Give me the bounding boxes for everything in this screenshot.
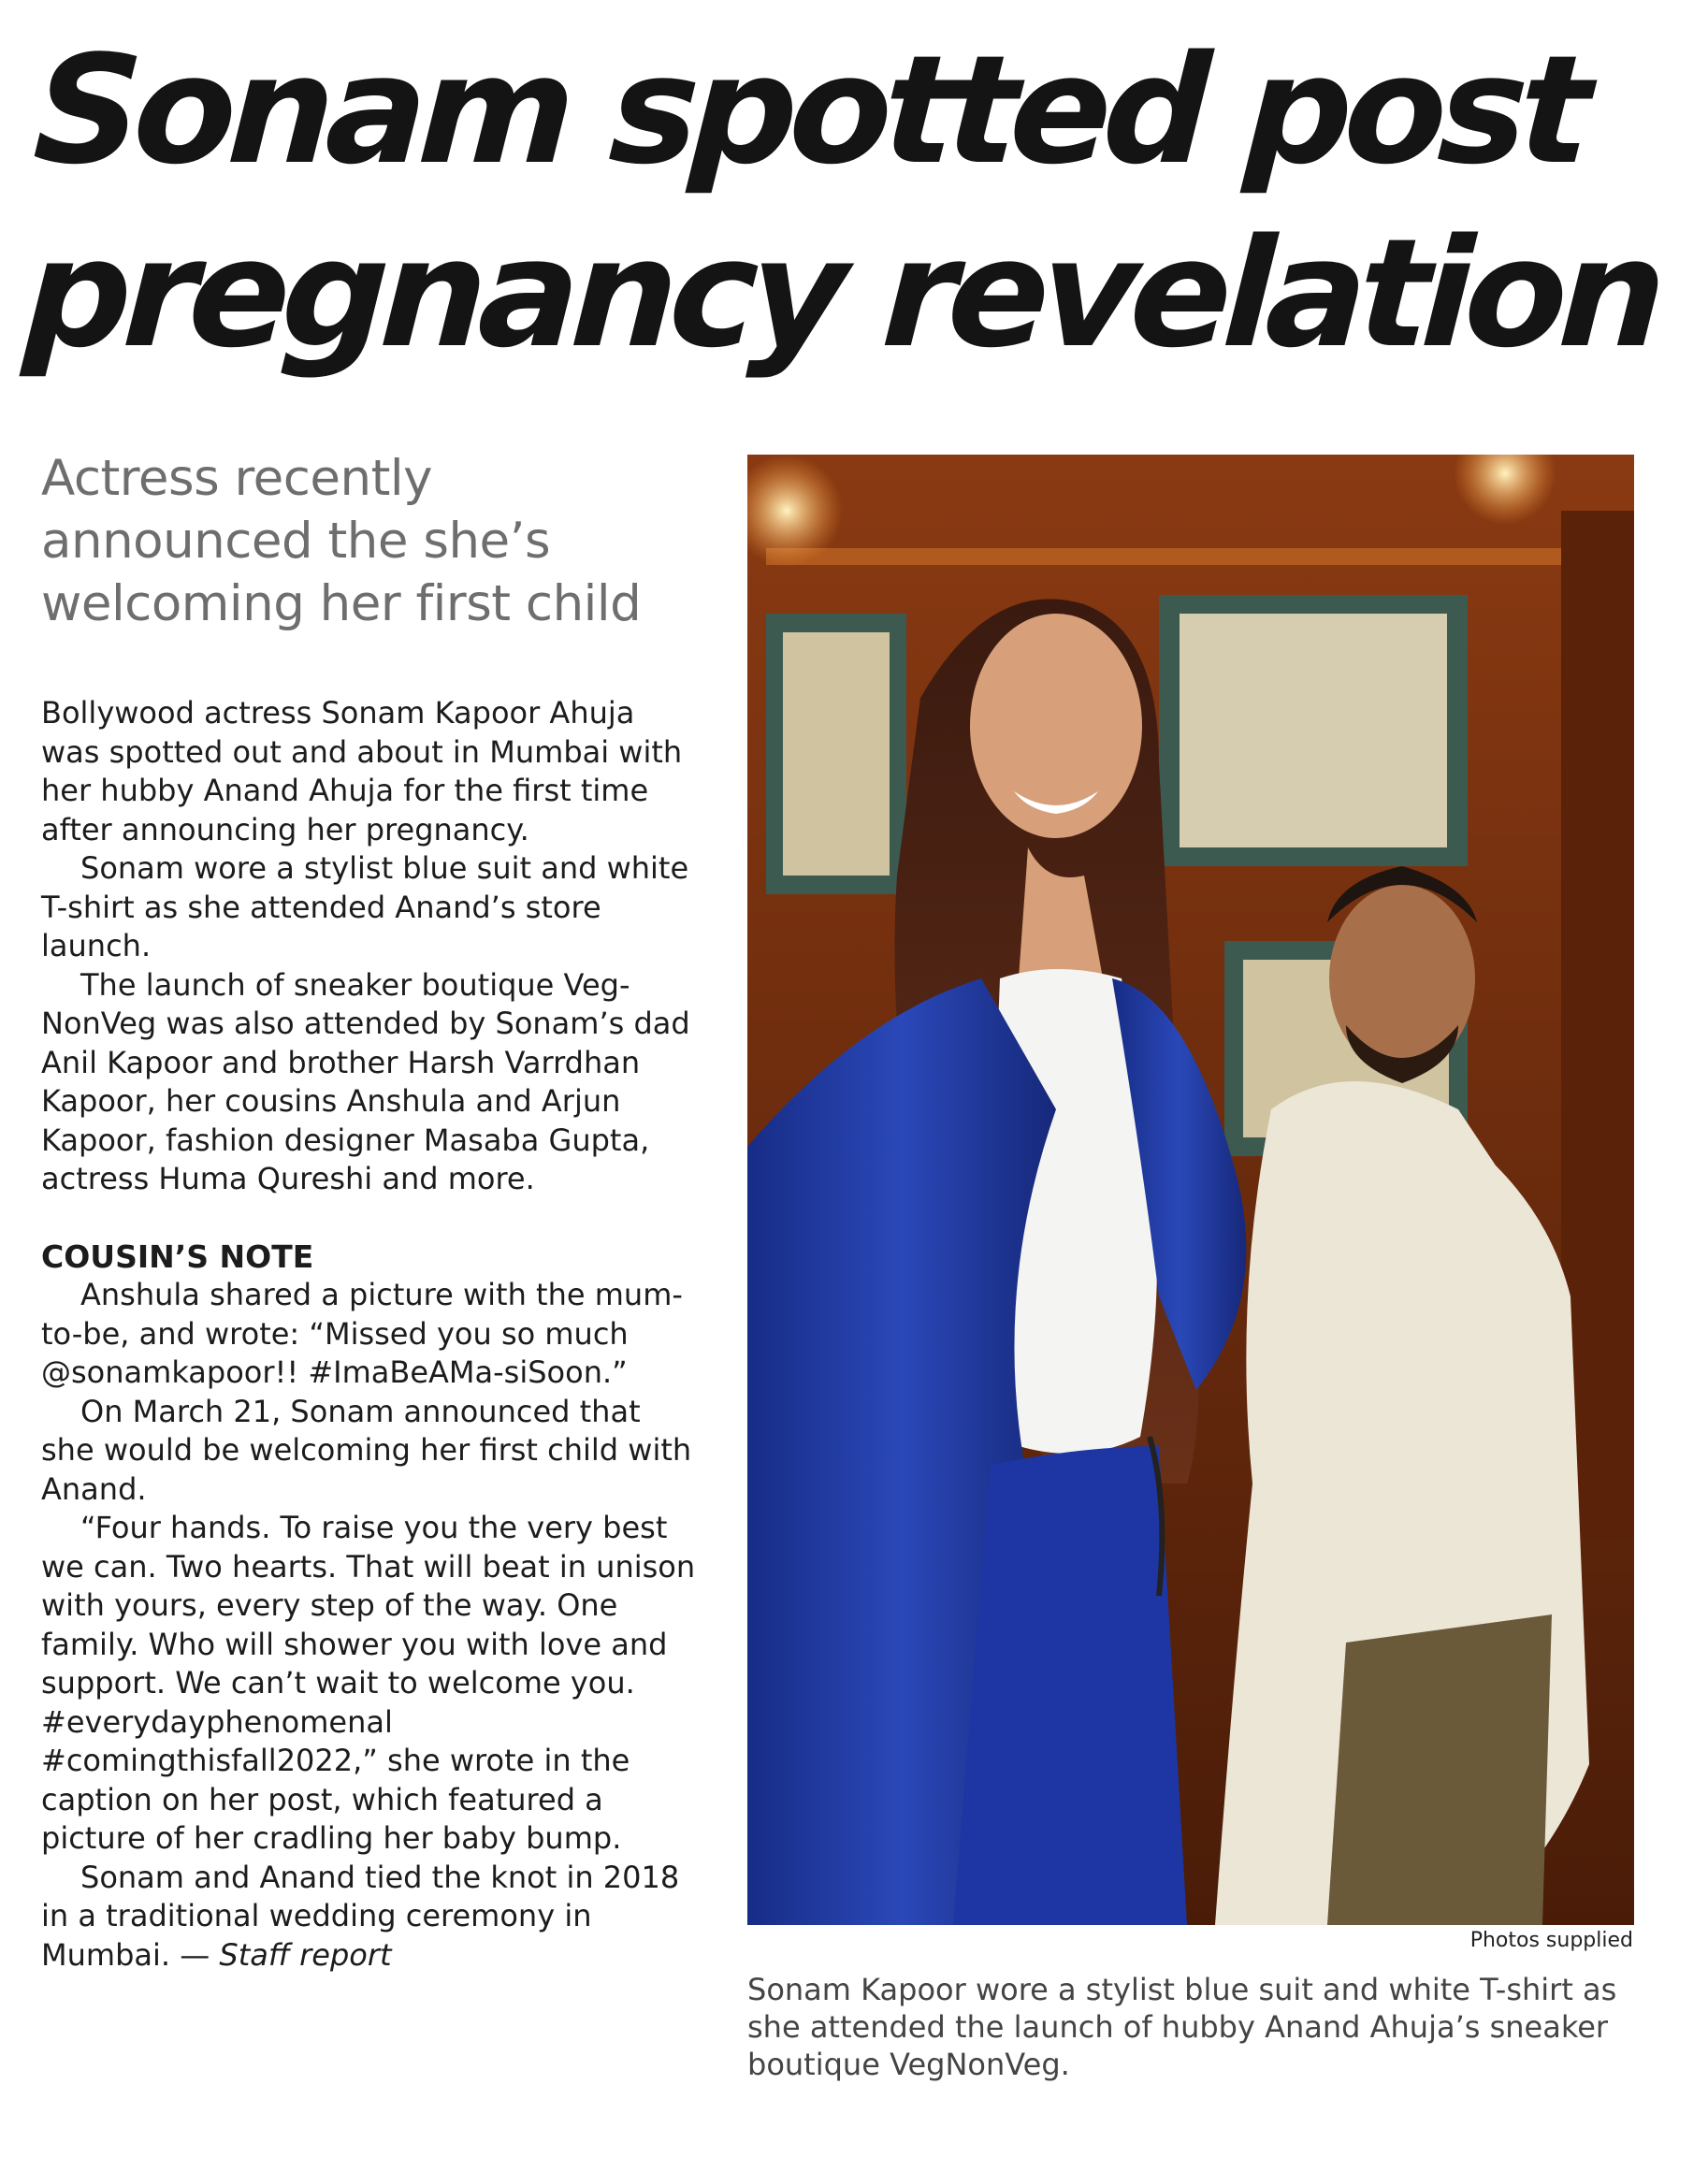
- photo-illustration: [747, 455, 1634, 1925]
- article-paragraph-final: [41, 1859, 696, 1976]
- byline: Staff report: [219, 1936, 392, 1973]
- wood-molding: [766, 548, 1627, 565]
- article-paragraph: Anshula shared a picture with the mum-to-be, and wrote: “Missed you so much @sonamkapoor!! #ImaBeAMa-siSoon.”: [41, 1277, 683, 1390]
- framed-picture-left-print: [783, 632, 890, 876]
- photo-caption: Sonam Kapoor wore a stylist blue suit and white T-shirt as she attended the launch of hubby Anand Ahuja’s sneaker boutique VegNonVeg.: [747, 1972, 1617, 2082]
- article-paragraph: Sonam wore a stylist blue suit and white T-shirt as she attended Anand’s store launch.: [41, 850, 689, 963]
- article-paragraph: The launch of sneaker boutique Veg-NonVeg was also attended by Sonam’s dad Anil Kapoor and brother Harsh Varrdhan Kapoor, her cousins Anshula and Arjun Kapoor, fashion designer Masaba Gupta, actress Huma Qureshi and more.: [41, 966, 690, 1196]
- headline-line-1: Sonam spotted post: [29, 22, 1587, 197]
- framed-picture-center-print: [1180, 614, 1447, 847]
- man-trousers: [1327, 1614, 1552, 1925]
- article-body: [41, 694, 696, 1975]
- woman-face: [970, 614, 1142, 838]
- woman-blue-trousers: [953, 1446, 1187, 1925]
- headline: [20, 19, 1686, 385]
- article-paragraph: On March 21, Sonam announced that she would be welcoming her first child with Anand.: [41, 1393, 692, 1507]
- final-paragraph-text: Sonam and Anand tied the knot in 2018 in a traditional wedding ceremony in Mumbai. —: [41, 1859, 680, 1973]
- subheadline: Actress recently announced the she’s welcoming her first child: [41, 450, 642, 632]
- article-paragraph: Bollywood actress Sonam Kapoor Ahuja was spotted out and about in Mumbai with her hubby Anand Ahuja for the first time after announcing her pregnancy.: [41, 695, 683, 847]
- article-photo: [747, 455, 1634, 1925]
- article-paragraph: “Four hands. To raise you the very best we can. Two hearts. That will beat in unison with yours, every step of the way. One family. Who will shower you with love and support. We can’t wait to welcome you. #everydayphenomenal #comingthisfall2022,” she wrote in the caption on her post, which featured a picture of her cradling her baby bump.: [41, 1510, 696, 1856]
- section-heading: COUSIN’S NOTE: [41, 1238, 314, 1275]
- headline-line-2: pregnancy revelation: [20, 206, 1662, 381]
- photo-credit: Photos supplied: [1469, 1929, 1633, 1952]
